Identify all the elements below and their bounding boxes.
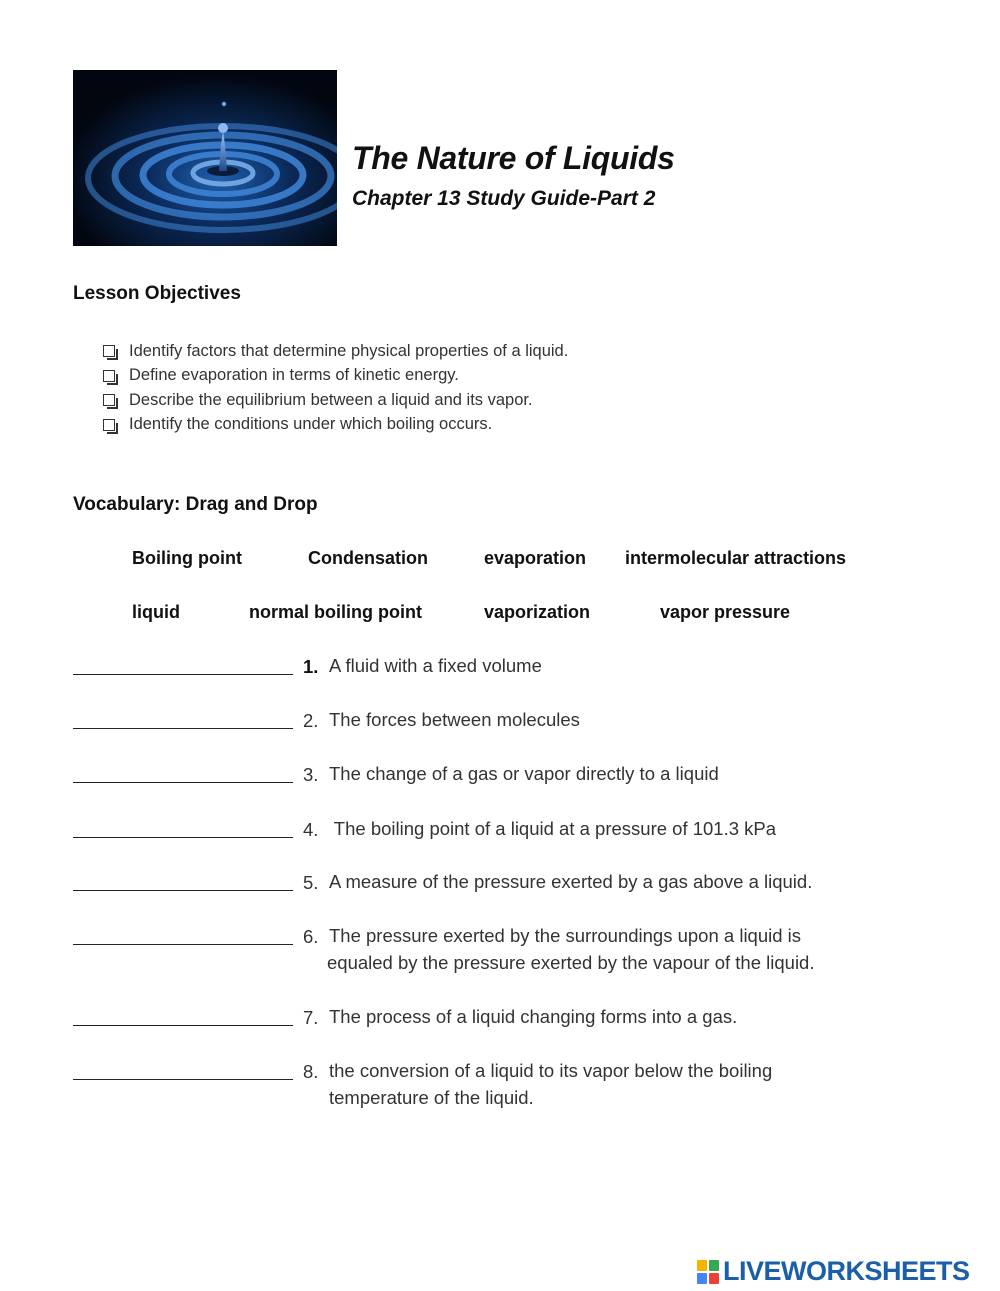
objective-text: Identify factors that determine physical properties of a liquid. xyxy=(129,341,569,360)
question-text: The boiling point of a liquid at a pressure of 101.3 kPa xyxy=(329,818,777,839)
answer-drop-zone[interactable] xyxy=(73,674,293,675)
question-number: 7. xyxy=(303,1007,319,1028)
liveworksheets-logo xyxy=(697,1256,970,1287)
lesson-objectives-heading: Lesson Objectives xyxy=(73,283,241,304)
logo-blocks-icon xyxy=(697,1260,719,1284)
question-number: 1. xyxy=(303,656,319,677)
question-number: 2. xyxy=(303,710,319,731)
checkbox-icon xyxy=(103,394,115,406)
answer-drop-zone[interactable] xyxy=(73,890,293,891)
question-number: 5. xyxy=(303,872,319,893)
worksheet-title: The Nature of Liquids xyxy=(352,140,675,176)
answer-drop-zone[interactable] xyxy=(73,944,293,945)
question-text: A measure of the pressure exerted by a gas above a liquid. xyxy=(329,871,813,892)
vocab-word-vaporization[interactable]: vaporization xyxy=(484,602,591,622)
question-number: 8. xyxy=(303,1061,319,1082)
question-text: The forces between molecules xyxy=(329,709,580,730)
answer-drop-zone[interactable] xyxy=(73,782,293,783)
question-text: A fluid with a fixed volume xyxy=(329,655,542,676)
checkbox-icon xyxy=(103,345,115,357)
objective-item xyxy=(103,339,568,364)
logo-text: LIVEWORKSHEETS xyxy=(723,1256,970,1286)
vocab-word-vapor-pressure[interactable]: vapor pressure xyxy=(660,602,791,622)
question-number: 4. xyxy=(303,819,319,840)
vocab-word-boiling-point[interactable]: Boiling point xyxy=(132,548,242,568)
objective-text: Identify the conditions under which boiling occurs. xyxy=(129,415,493,434)
question-text: The process of a liquid changing forms into a gas. xyxy=(329,1006,738,1027)
water-droplet-image xyxy=(73,70,337,246)
checkbox-icon xyxy=(103,370,115,382)
answer-drop-zone[interactable] xyxy=(73,1025,293,1026)
answer-drop-zone[interactable] xyxy=(73,837,293,838)
objectives-list xyxy=(103,339,568,437)
vocab-word-evaporation[interactable]: evaporation xyxy=(484,548,587,568)
worksheet-subtitle: Chapter 13 Study Guide-Part 2 xyxy=(352,187,656,210)
question-text: the conversion of a liquid to its vapor below the boiling xyxy=(329,1060,773,1081)
question-text: The change of a gas or vapor directly to a liquid xyxy=(329,763,719,784)
objective-item xyxy=(103,388,568,413)
question-number: 6. xyxy=(303,926,319,947)
answer-drop-zone[interactable] xyxy=(73,1079,293,1080)
vocab-word-intermolecular-attractions[interactable]: intermolecular attractions xyxy=(625,548,847,568)
question-text-continued: equaled by the pressure exerted by the vapour of the liquid. xyxy=(327,952,815,973)
vocab-word-normal-boiling-point[interactable]: normal boiling point xyxy=(249,602,422,622)
vocabulary-heading: Vocabulary: Drag and Drop xyxy=(73,494,318,515)
vocab-word-condensation[interactable]: Condensation xyxy=(308,548,428,568)
answer-drop-zone[interactable] xyxy=(73,728,293,729)
question-text: The pressure exerted by the surroundings upon a liquid is xyxy=(329,925,802,946)
vocab-word-liquid[interactable]: liquid xyxy=(132,602,180,622)
objective-item xyxy=(103,364,568,389)
objective-item xyxy=(103,413,568,438)
objective-text: Describe the equilibrium between a liquid and its vapor. xyxy=(129,390,533,409)
objective-text: Define evaporation in terms of kinetic energy. xyxy=(129,366,459,385)
question-text-continued: temperature of the liquid. xyxy=(329,1087,534,1108)
question-number: 3. xyxy=(303,764,319,785)
checkbox-icon xyxy=(103,419,115,431)
